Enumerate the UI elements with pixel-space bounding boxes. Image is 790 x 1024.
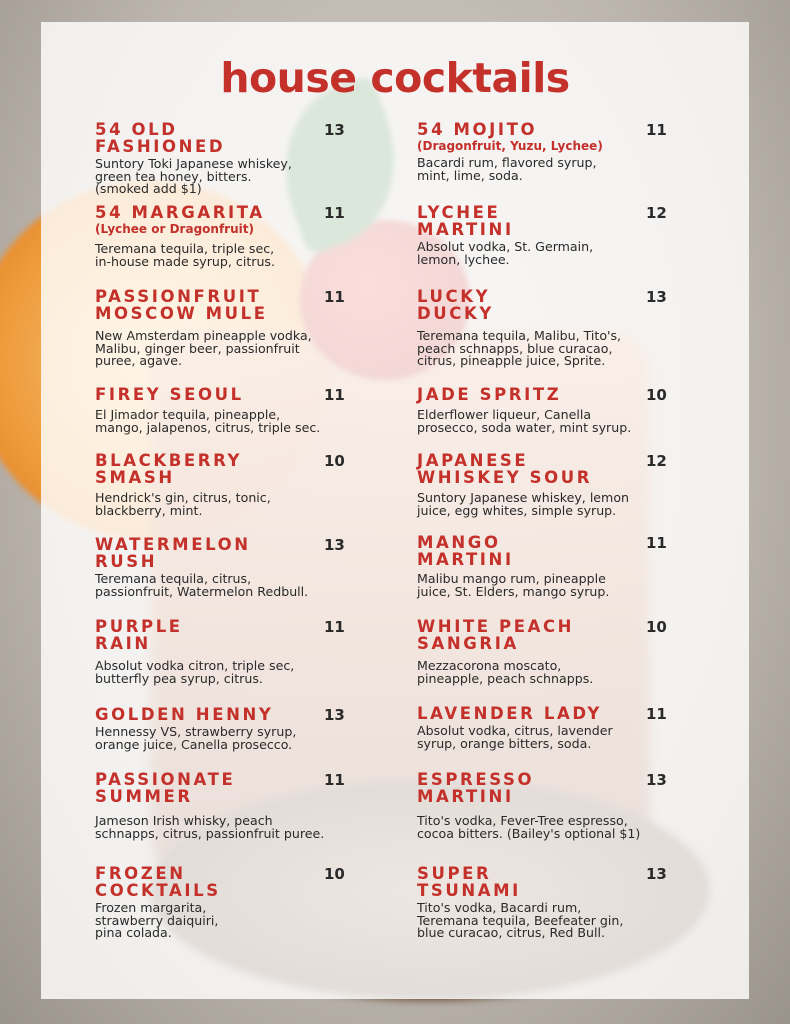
menu-item	[95, 618, 347, 685]
menu-item	[95, 121, 347, 196]
item-price: 13	[324, 121, 345, 139]
item-price: 10	[324, 865, 345, 883]
item-price: 11	[646, 705, 667, 723]
item-name: 54 OLD FASHIONED	[95, 120, 226, 156]
item-name: GOLDEN HENNY	[95, 705, 274, 724]
menu-item	[95, 452, 347, 517]
item-price: 13	[324, 536, 345, 554]
item-description: Bacardi rum, flavored syrup, mint, lime, soda.	[417, 155, 597, 183]
item-price: 13	[646, 288, 667, 306]
item-description: Elderflower liqueur, Canella prosecco, soda water, mint syrup.	[417, 407, 632, 435]
item-description: Absolut vodka, citrus, lavender syrup, orange bitters, soda.	[417, 723, 613, 751]
item-name: MANGO MARTINI	[417, 533, 514, 569]
item-name: LAVENDER LADY	[417, 704, 602, 723]
item-name: PASSIONATE SUMMER	[95, 770, 236, 806]
menu-item	[417, 618, 669, 685]
menu-item	[417, 121, 669, 182]
item-name: FIREY SEOUL	[95, 385, 244, 404]
item-description: Tito's vodka, Fever-Tree espresso, cocoa bitters. (Bailey's optional $1)	[417, 813, 641, 841]
item-price: 13	[324, 706, 345, 724]
item-name: BLACKBERRY SMASH	[95, 451, 243, 487]
item-name: JAPANESE WHISKEY SOUR	[417, 451, 592, 487]
item-price: 11	[324, 288, 345, 306]
item-name: LUCKY DUCKY	[417, 287, 494, 323]
item-name: WATERMELON RUSH	[95, 535, 251, 571]
item-name: SUPER TSUNAMI	[417, 864, 521, 900]
menu-item	[95, 386, 347, 434]
item-subtitle: (Dragonfruit, Yuzu, Lychee)	[417, 139, 603, 153]
item-price: 11	[324, 386, 345, 404]
item-subtitle: (Lychee or Dragonfruit)	[95, 222, 254, 236]
item-name: ESPRESSO MARTINI	[417, 770, 535, 806]
item-name: LYCHEE MARTINI	[417, 203, 514, 239]
item-name: JADE SPRITZ	[417, 385, 562, 404]
item-price: 11	[324, 618, 345, 636]
item-description: New Amsterdam pineapple vodka, Malibu, ginger beer, passionfruit puree, agave.	[95, 328, 312, 368]
item-description: Suntory Japanese whiskey, lemon juice, egg whites, simple syrup.	[417, 490, 630, 518]
item-price: 10	[646, 386, 667, 404]
menu-item	[417, 534, 669, 598]
menu-item	[95, 204, 347, 268]
menu-item	[95, 771, 347, 840]
item-price: 11	[646, 121, 667, 139]
item-price: 12	[646, 452, 667, 470]
menu-item	[417, 386, 669, 434]
item-name: FROZEN COCKTAILS	[95, 864, 221, 900]
item-description: Teremana tequila, Malibu, Tito's, peach schnapps, blue curacao, citrus, pineapple juice, Sprite.	[417, 328, 622, 368]
item-description: Tito's vodka, Bacardi rum, Teremana tequila, Beefeater gin, blue curacao, citrus, Red Bull.	[417, 900, 624, 940]
item-description: Absolut vodka, St. Germain, lemon, lychee.	[417, 239, 594, 267]
item-description: Suntory Toki Japanese whiskey, green tea honey, bitters. (smoked add $1)	[95, 156, 292, 196]
menu-item	[417, 771, 669, 840]
menu-item	[417, 288, 669, 368]
item-price: 13	[646, 771, 667, 789]
item-description: Teremana tequila, citrus, passionfruit, Watermelon Redbull.	[95, 571, 309, 599]
menu-item	[95, 536, 347, 598]
item-description: Hendrick's gin, citrus, tonic, blackberry, mint.	[95, 490, 271, 518]
item-name: WHITE PEACH SANGRIA	[417, 617, 575, 653]
item-name: 54 MOJITO	[417, 120, 538, 139]
item-description: Mezzacorona moscato, pineapple, peach schnapps.	[417, 658, 594, 686]
item-price: 11	[646, 534, 667, 552]
item-description: El Jimador tequila, pineapple, mango, jalapenos, citrus, triple sec.	[95, 407, 321, 435]
item-price: 10	[646, 618, 667, 636]
item-price: 11	[324, 771, 345, 789]
item-description: Teremana tequila, triple sec, in-house made syrup, citrus.	[95, 241, 275, 269]
item-description: Hennessy VS, strawberry syrup, orange juice, Canella prosecco.	[95, 724, 297, 752]
item-price: 13	[646, 865, 667, 883]
item-price: 12	[646, 204, 667, 222]
item-name: PASSIONFRUIT MOSCOW MULE	[95, 287, 268, 323]
item-description: Frozen margarita, strawberry daiquiri, pina colada.	[95, 900, 219, 940]
menu-item	[95, 706, 347, 751]
item-name: 54 MARGARITA	[95, 203, 265, 222]
item-price: 11	[324, 204, 345, 222]
menu-item	[417, 865, 669, 940]
menu-item	[417, 705, 669, 750]
menu-item	[95, 865, 347, 940]
menu-item	[417, 204, 669, 266]
item-description: Malibu mango rum, pineapple juice, St. Elders, mango syrup.	[417, 571, 610, 599]
menu-item	[417, 452, 669, 517]
menu-item	[95, 288, 347, 368]
menu-title: house cocktails	[220, 54, 570, 102]
item-description: Absolut vodka citron, triple sec, butterfly pea syrup, citrus.	[95, 658, 295, 686]
item-price: 10	[324, 452, 345, 470]
item-name: PURPLE RAIN	[95, 617, 183, 653]
item-description: Jameson Irish whisky, peach schnapps, citrus, passionfruit puree.	[95, 813, 325, 841]
menu-panel	[41, 22, 749, 999]
